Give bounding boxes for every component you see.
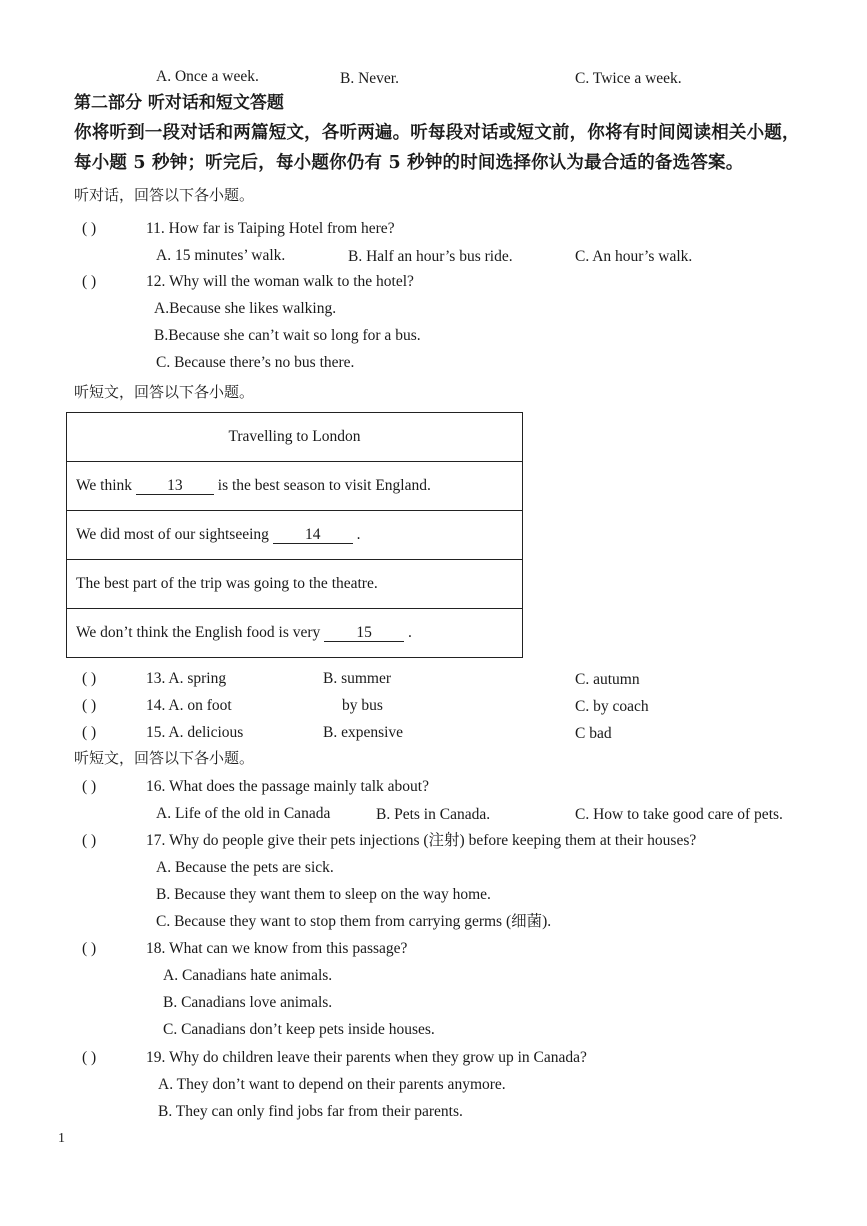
q11-option-a: A. 15 minutes’ walk. <box>156 247 286 264</box>
row2-text-after: . <box>356 525 361 543</box>
row4-text-after: . <box>408 623 412 641</box>
q18-stem: 18. What can we know from this passage? <box>146 940 408 957</box>
table-row <box>67 609 523 658</box>
q19-stem: 19. Why do children leave their parents when they grow up in Canada? <box>146 1049 587 1066</box>
q19-option-a: A. They don’t want to depend on their parents anymore. <box>158 1076 506 1093</box>
table-row <box>67 462 523 511</box>
travelling-table <box>66 412 523 658</box>
q18-option-b: B. Canadians love animals. <box>163 994 333 1011</box>
row2-text-before: We did most of our sightseeing <box>76 525 269 543</box>
row1-text-before: We think <box>76 476 133 494</box>
q13-option-c: C. autumn <box>575 671 640 688</box>
q12-option-a: A.Because she likes walking. <box>154 300 337 317</box>
q18-option-a: A. Canadians hate animals. <box>163 967 333 984</box>
q17-option-b: B. Because they want them to sleep on the way home. <box>156 886 491 903</box>
section-dialogue-heading: 听对话，回答以下各小题。 <box>74 186 255 204</box>
section-passage2-heading: 听短文，回答以下各小题。 <box>74 749 255 767</box>
answer-paren: ( ) <box>82 273 97 290</box>
blank-14: 14 <box>273 526 353 544</box>
table-row: The best part of the trip was going to the theatre. <box>67 560 523 609</box>
q19-option-b: B. They can only find jobs far from their parents. <box>158 1103 463 1120</box>
q12-stem: 12. Why will the woman walk to the hotel? <box>146 273 414 290</box>
blank-13: 13 <box>136 477 214 495</box>
answer-paren: ( ) <box>82 778 97 795</box>
answer-paren: ( ) <box>82 832 97 849</box>
q15-option-b: B. expensive <box>323 724 404 741</box>
q17-stem: 17. Why do people give their pets injections (注射) before keeping them at their houses? <box>146 832 697 849</box>
q12-option-b: B.Because she can’t wait so long for a bus. <box>154 327 421 344</box>
q10-option-a: A. Once a week. <box>156 68 259 85</box>
page-number: 1 <box>58 1131 65 1146</box>
q18-option-c: C. Canadians don’t keep pets inside houses. <box>163 1021 435 1038</box>
q16-option-a: A. Life of the old in Canada <box>156 805 331 822</box>
q16-option-c: C. How to take good care of pets. <box>575 806 783 823</box>
answer-paren: ( ) <box>82 670 97 687</box>
row4-text-before: We don’t think the English food is very <box>76 623 321 641</box>
answer-paren: ( ) <box>82 1049 97 1066</box>
table-row <box>67 511 523 560</box>
blank-15: 15 <box>324 624 404 642</box>
q17-option-a: A. Because the pets are sick. <box>156 859 334 876</box>
q16-option-b: B. Pets in Canada. <box>376 806 491 823</box>
q15-option-c: C bad <box>575 725 612 742</box>
q10-option-b: B. Never. <box>340 70 399 87</box>
q17-option-c: C. Because they want to stop them from carrying germs (细菌). <box>156 913 552 930</box>
q14-option-c: C. by coach <box>575 698 649 715</box>
answer-paren: ( ) <box>82 697 97 714</box>
q16-stem: 16. What does the passage mainly talk about? <box>146 778 429 795</box>
q13-option-b: B. summer <box>323 670 392 687</box>
q10-option-c: C. Twice a week. <box>575 70 682 87</box>
q14-option-a: 14. A. on foot <box>146 697 232 714</box>
part2-instruction-line2: 每小题 5 秒钟；听完后，每小题你仍有 5 秒钟的时间选择你认为最合适的备选答案。 <box>74 153 744 173</box>
section-passage1-heading: 听短文，回答以下各小题。 <box>74 383 255 401</box>
q13-option-a: 13. A. spring <box>146 670 227 687</box>
part2-title: 第二部分 听对话和短文答题 <box>74 93 284 113</box>
q11-stem: 11. How far is Taiping Hotel from here? <box>146 220 395 237</box>
q11-option-b: B. Half an hour’s bus ride. <box>348 248 513 265</box>
answer-paren: ( ) <box>82 220 97 237</box>
answer-paren: ( ) <box>82 724 97 741</box>
q14-option-b: by bus <box>342 697 383 714</box>
q15-option-a: 15. A. delicious <box>146 724 244 741</box>
table-title: Travelling to London <box>67 413 523 462</box>
row1-text-after: is the best season to visit England. <box>217 476 431 494</box>
answer-paren: ( ) <box>82 940 97 957</box>
q11-option-c: C. An hour’s walk. <box>575 248 693 265</box>
part2-instruction-line1: 你将听到一段对话和两篇短文，各听两遍。听每段对话或短文前，你将有时间阅读相关小题， <box>74 123 800 143</box>
q12-option-c: C. Because there’s no bus there. <box>156 354 355 371</box>
